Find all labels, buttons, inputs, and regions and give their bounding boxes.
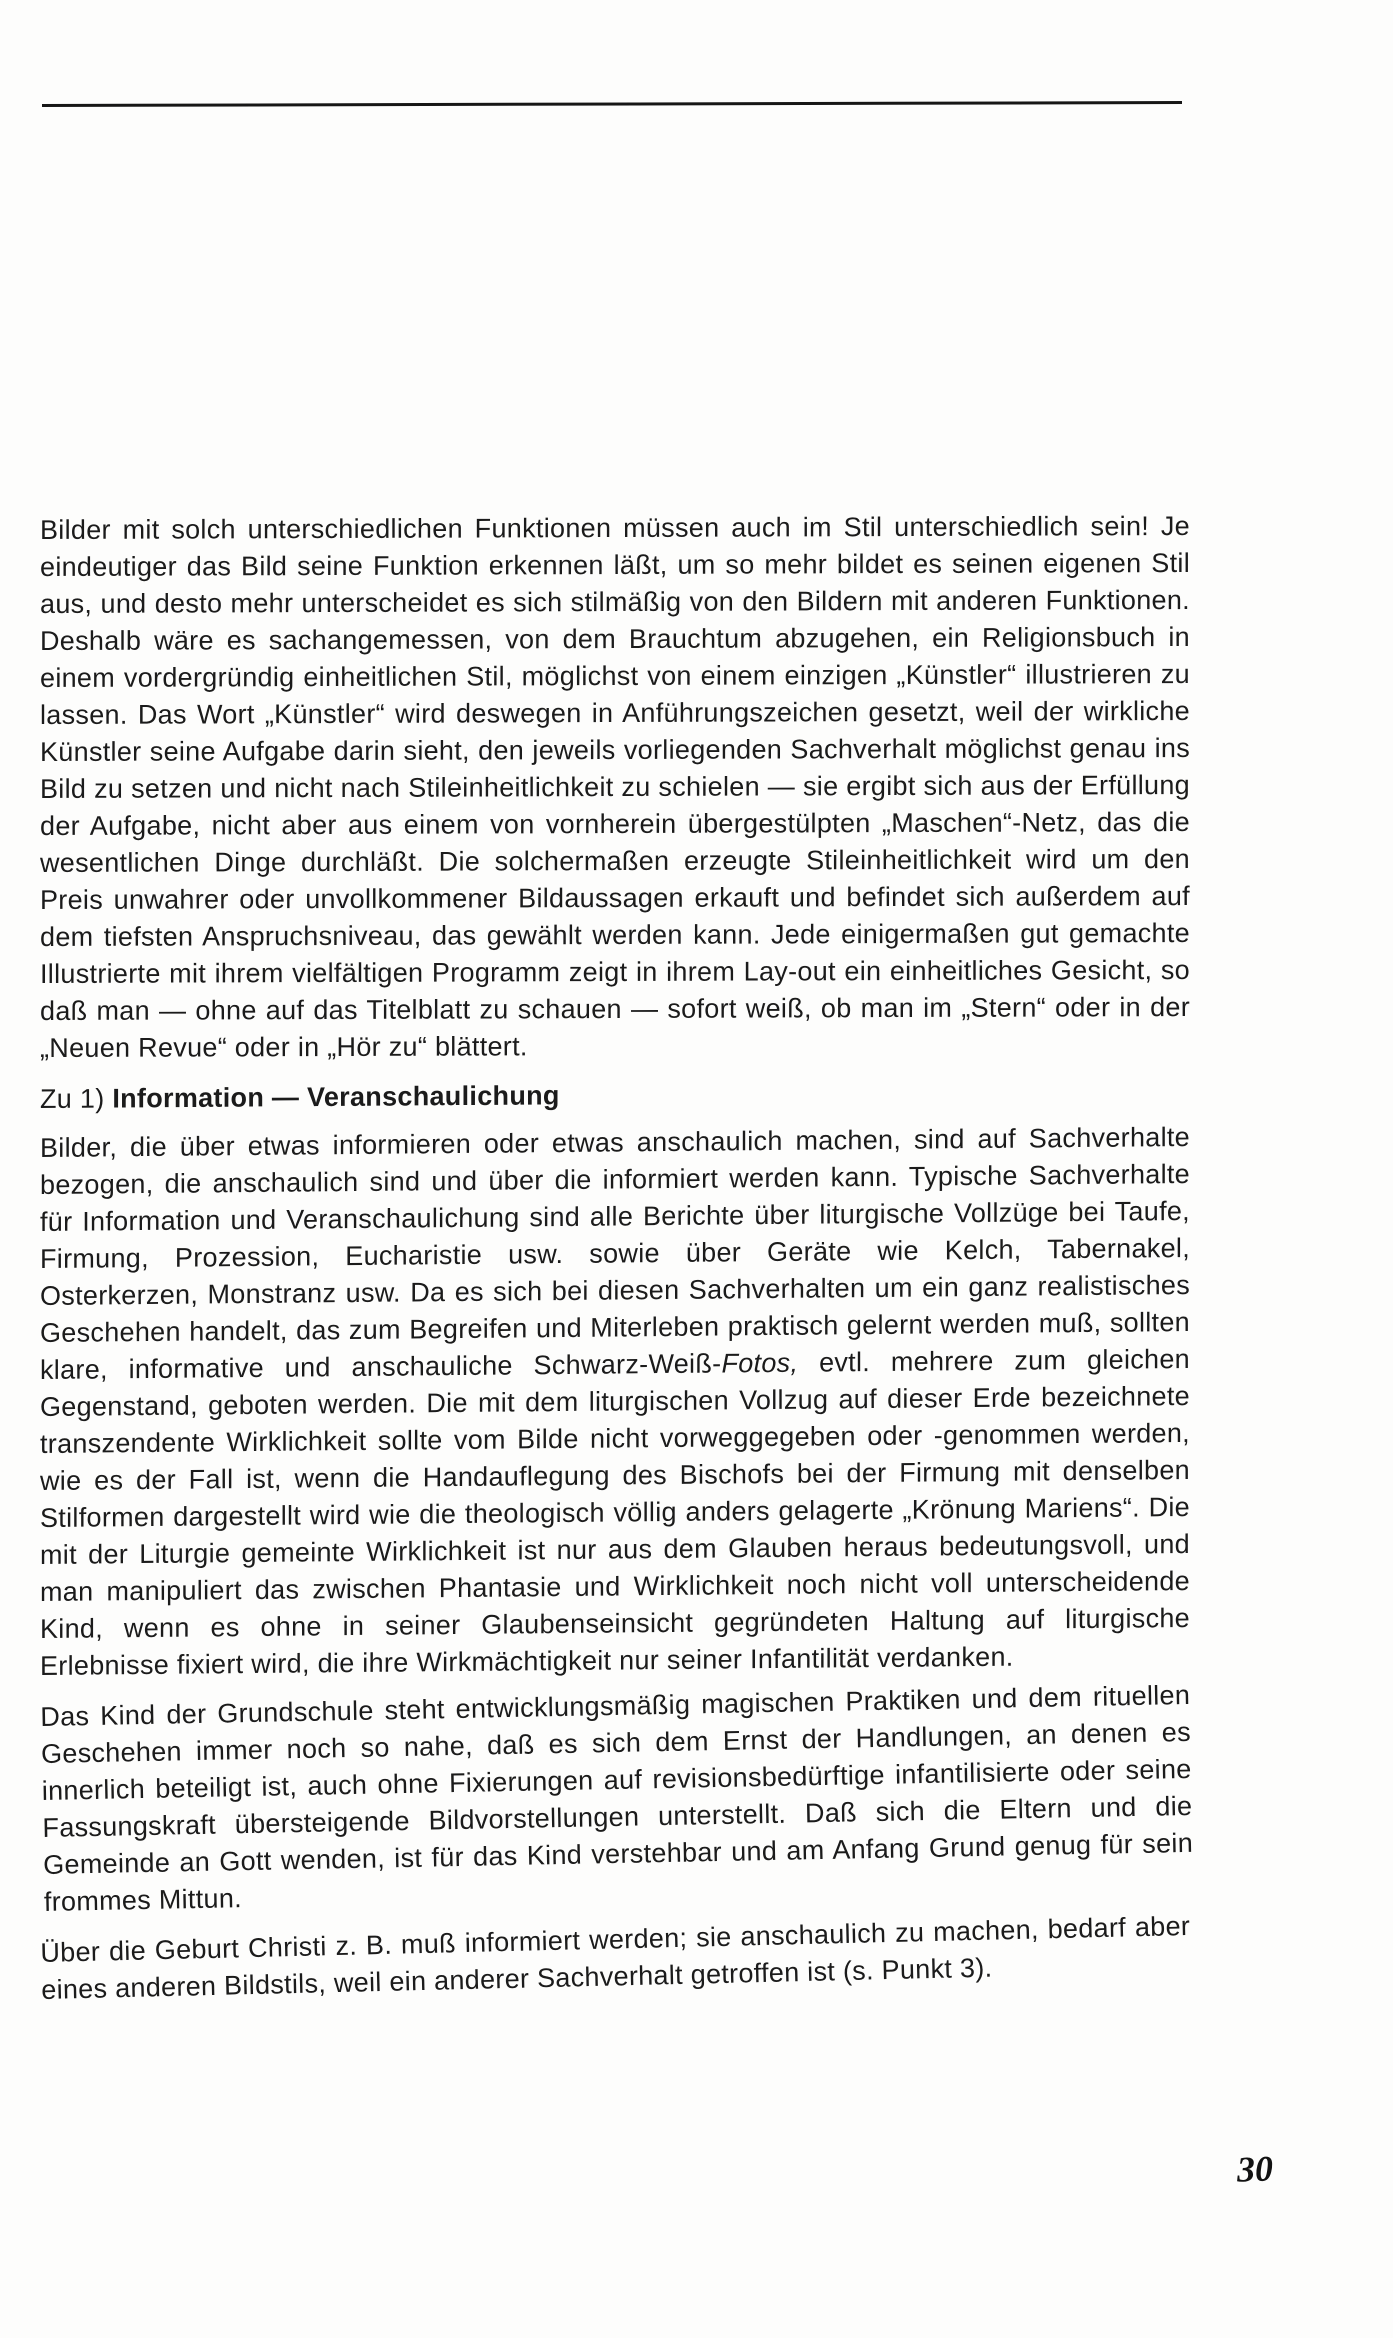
page-number: 30 xyxy=(1236,2148,1274,2190)
paragraph-information-veranschaulichung xyxy=(40,1119,1190,1685)
paragraph-grundschulkind: Das Kind der Grundschule steht entwicklungsmäßig magischen Praktiken und dem rituellen Geschehen immer noch so nahe, daß es sich dem Ernst der Handlungen, an denen es innerlich beteiligt ist, auch ohne Fixierungen auf revisionsbedürftige infantilisierte oder seine Fassungskraft übersteigende Bildvorstellungen unterstellt. Daß sich die Eltern und die Gemeinde an Gott wenden, ist für das Kind verstehbar und am Anfang Grund genug für sein frommes Mittun. xyxy=(40,1679,1194,1917)
paragraph-geburt-christi: Über die Geburt Christi z. B. muß informiert werden; sie anschaulich zu machen, bedarf aber eines anderen Bildstils, weil ein anderer Sachverhalt getroffen ist (s. Punkt 3). xyxy=(40,1910,1191,2005)
paragraph-2-part-1: Bilder, die über etwas informieren oder etwas anschaulich machen, sind auf Sachverhalte bezogen, die anschaulich sind und über die informiert werden kann. Typische Sachverhalte für Information und Veranschaulichung sind alle Berichte über liturgische Vollzüge bei Taufe, Firmung, Prozession, Eucharistie usw. sowie über Geräte wie Kelch, Tabernakel, Osterkerzen, Monstranz usw. Da es sich bei diesen Sachverhalten um ein ganz realistisches Geschehen handelt, das zum Begreifen und Miterleben praktisch gelernt werden muß, sollten klare, informative und anschauliche Schwarz-Weiß- xyxy=(40,1121,1190,1385)
body-text xyxy=(40,510,1194,2009)
paragraph-2-part-2: evtl. mehrere zum gleichen Gegenstand, geboten werden. Die mit dem liturgischen Vollzug auf dieser Erde bezeichnete transzendente Wirklichkeit sollte vom Bilde nicht vorweggegeben oder -genommen werden, wie es der Fall ist, wenn die Handauflegung des Bischofs bei der Firmung mit denselben Stilformen dargestellt wird wie die theologisch völlig anders gelagerte „Krönung Mariens“. Die mit der Liturgie gemeinte Wirklichkeit ist nur aus dem Glauben heraus bedeutungsvoll, und man manipuliert das zwischen Phantasie und Wirklichkeit noch nicht voll unterscheidende Kind, wenn es ohne in seiner Glaubenseinsicht gegründeten Haltung auf liturgische Erlebnisse fixiert wird, die ihre Wirkmächtigkeit nur seiner Infantilität verdanken. xyxy=(40,1343,1190,1681)
heading-prefix: Zu 1) xyxy=(40,1083,113,1114)
paragraph-style-uniformity: Bilder mit solch unterschiedlichen Funktionen müssen auch im Stil unterschiedlich sein! Je eindeutiger das Bild seine Funktion erkennen läßt, um so mehr bildet es seinen eigenen Stil aus, und desto mehr unterscheidet es sich stilmäßig von den Bildern mit anderen Funktionen. Deshalb wäre es sachangemessen, von dem Brauchtum abzugehen, ein Religionsbuch in einem vordergründig einheitlichen Stil, möglichst von einem einzigen „Künstler“ illustrieren zu lassen. Das Wort „Künstler“ wird deswegen in Anführungszeichen gesetzt, weil der wirkliche Künstler seine Aufgabe darin sieht, den jeweils vorliegenden Sachverhalt möglichst genau ins Bild zu setzen und nicht nach Stileinheitlichkeit zu schielen — sie ergibt sich aus der Erfüllung der Aufgabe, nicht aber aus einem von vornherein übergestülpten „Maschen“-Netz, das die wesentlichen Dinge durchläßt. Die solchermaßen erzeugte Stileinheitlichkeit wird um den Preis unwahrer oder unvollkommener Bildaussagen erkauft und befindet sich außerdem auf dem tiefsten Anspruchsniveau, das gewählt werden kann. Jede einigermaßen gut gemachte Illustrierte mit ihrem vielfältigen Programm zeigt in ihrem Lay-out ein einheitliches Gesicht, so daß man — ohne auf das Titelblatt zu schauen — sofort weiß, ob man im „Stern“ oder in der „Neuen Revue“ oder in „Hör zu“ blättert. xyxy=(40,510,1190,1063)
top-rule xyxy=(42,101,1182,107)
italic-term-fotos: Fotos, xyxy=(721,1347,799,1379)
section-heading xyxy=(40,1073,1190,1118)
heading-title: Information — Veranschaulichung xyxy=(112,1080,560,1114)
